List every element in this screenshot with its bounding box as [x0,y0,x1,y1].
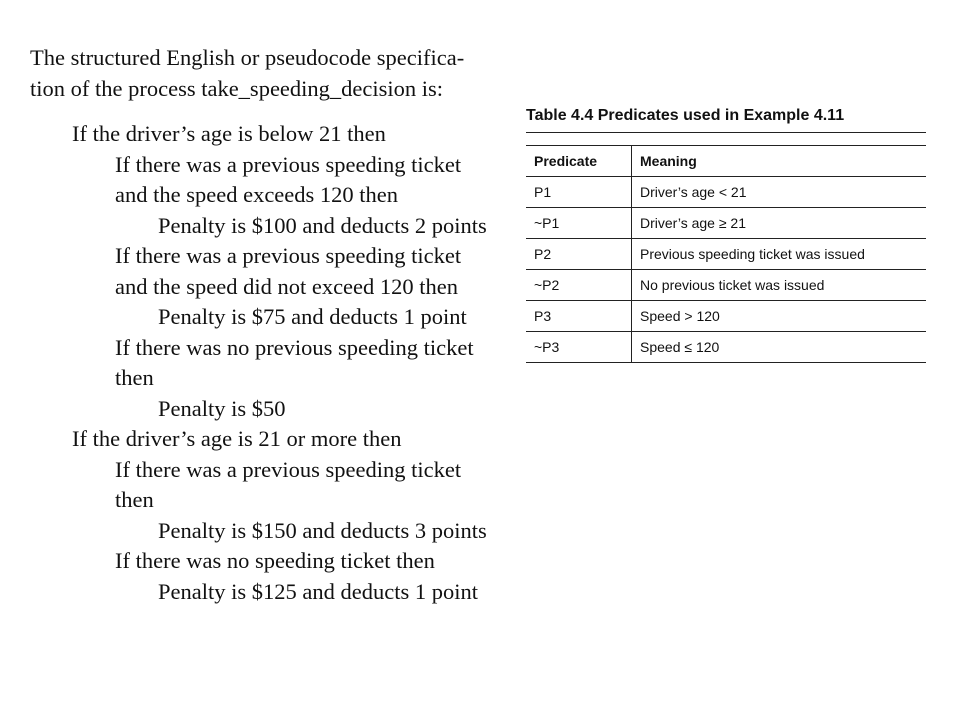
table-row [526,332,926,363]
table-row [526,177,926,208]
intro-paragraph [30,43,530,104]
pseudocode-line: and the speed did not exceed 120 then [115,273,459,299]
pseudocode-line: Penalty is $50 [158,395,286,421]
pseudocode-line: and the speed exceeds 120 then [115,182,399,207]
predicate-cell: ~P1 [526,208,632,239]
pseudocode-line: then [115,365,154,390]
predicate-cell: P1 [526,177,632,208]
meaning-cell: Speed ≤ 120 [632,332,927,363]
predicate-cell: ~P3 [526,332,632,363]
table-body [526,177,926,363]
intro-line: The structured English or pseudocode specifica- [30,45,465,70]
pseudocode-line: If there was a previous speeding ticket [115,456,462,482]
meaning-cell: Driver’s age < 21 [632,177,927,208]
pseudocode-line: Penalty is $100 and deducts 2 points [158,212,487,238]
table-row [526,208,926,239]
pseudocode-block [72,119,532,607]
meaning-cell: No previous ticket was issued [632,270,927,301]
pseudocode-line: If there was a previous speeding ticket [115,243,462,268]
meaning-cell: Speed > 120 [632,301,927,332]
pseudocode-line: If there was no speeding ticket then [115,548,435,573]
pseudocode-line: If the driver’s age is below 21 then [72,121,386,146]
intro-line: tion of the process take_speeding_decision is: [30,75,444,101]
predicate-cell: ~P2 [526,270,632,301]
table-caption: Table 4.4 Predicates used in Example 4.11 [526,105,926,133]
table-row [526,270,926,301]
header-predicate: Predicate [526,146,632,177]
header-meaning: Meaning [632,146,927,177]
pseudocode-line: Penalty is $150 and deducts 3 points [158,517,487,543]
table-row [526,239,926,270]
pseudocode-line: If there was a previous speeding ticket [115,151,462,177]
predicates-table [526,145,926,363]
pseudocode-line: Penalty is $125 and deducts 1 point [158,578,478,604]
predicate-cell: P3 [526,301,632,332]
table-header-row [526,146,926,177]
table-row [526,301,926,332]
pseudocode-line: If there was no previous speeding ticket [115,334,474,360]
pseudocode-line: If the driver’s age is 21 or more then [72,426,402,451]
predicates-table-block [526,105,926,363]
pseudocode-line: Penalty is $75 and deducts 1 point [158,304,467,329]
meaning-cell: Previous speeding ticket was issued [632,239,927,270]
pseudocode-line: then [115,487,154,512]
predicate-cell: P2 [526,239,632,270]
meaning-cell: Driver’s age ≥ 21 [632,208,927,239]
